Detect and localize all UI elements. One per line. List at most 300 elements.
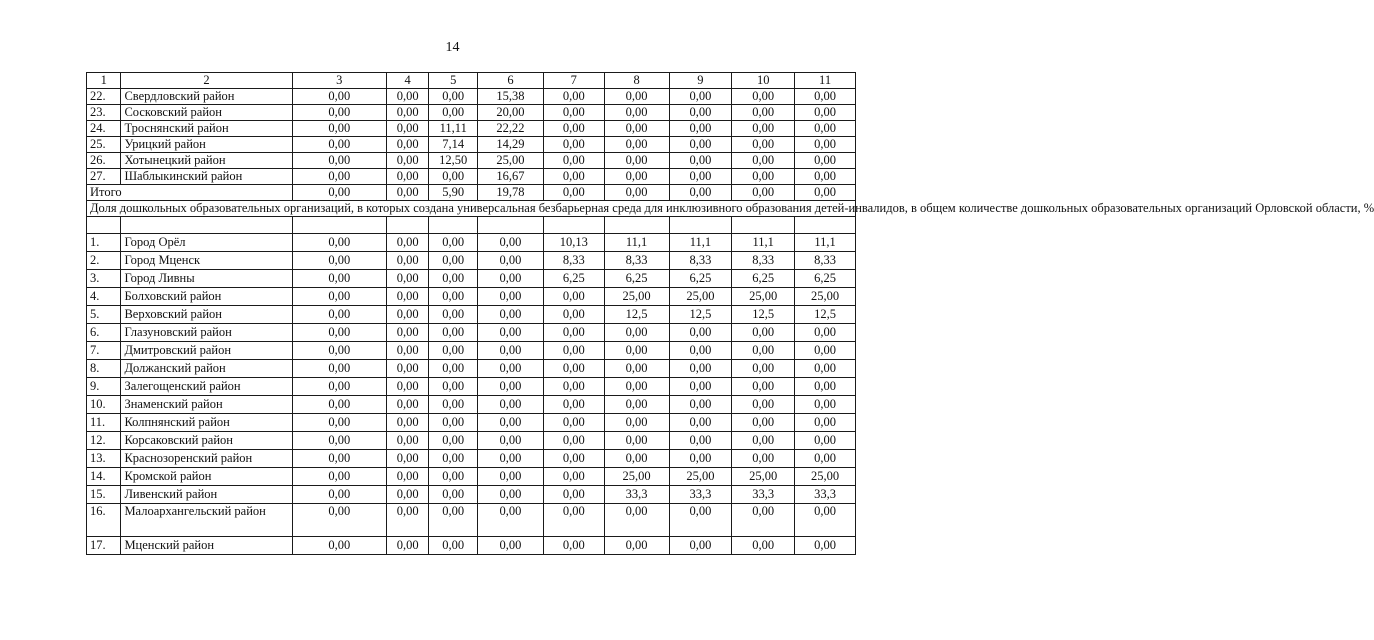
value-cell: 0,00 (478, 504, 544, 537)
value-cell: 0,00 (386, 396, 429, 414)
value-cell: 12,5 (669, 306, 732, 324)
empty-cell (669, 217, 732, 234)
district-name: Троснянский район (121, 121, 292, 137)
value-cell: 0,00 (292, 185, 386, 201)
value-cell: 33,3 (669, 486, 732, 504)
value-cell: 0,00 (669, 153, 732, 169)
value-cell: 33,3 (732, 486, 795, 504)
value-cell: 0,00 (478, 378, 544, 396)
value-cell: 0,00 (386, 121, 429, 137)
value-cell: 0,00 (429, 234, 478, 252)
table-row (87, 270, 856, 288)
district-name: Мценский район (121, 537, 292, 555)
value-cell: 0,00 (478, 360, 544, 378)
value-cell: 0,00 (292, 342, 386, 360)
row-number: 3. (87, 270, 121, 288)
table-row (87, 169, 856, 185)
value-cell: 15,38 (478, 89, 544, 105)
row-number: 15. (87, 486, 121, 504)
value-cell: 0,00 (732, 153, 795, 169)
value-cell: 22,22 (478, 121, 544, 137)
table-row (87, 324, 856, 342)
row-number: 7. (87, 342, 121, 360)
value-cell: 0,00 (386, 288, 429, 306)
value-cell: 8,33 (795, 252, 856, 270)
value-cell: 0,00 (429, 306, 478, 324)
value-cell: 0,00 (386, 537, 429, 555)
column-header: 10 (732, 73, 795, 89)
value-cell: 0,00 (292, 324, 386, 342)
value-cell: 10,13 (543, 234, 604, 252)
value-cell: 0,00 (732, 137, 795, 153)
value-cell: 0,00 (292, 537, 386, 555)
value-cell: 0,00 (732, 450, 795, 468)
value-cell: 0,00 (732, 89, 795, 105)
data-table (86, 72, 1374, 555)
row-number: 26. (87, 153, 121, 169)
value-cell: 20,00 (478, 105, 544, 121)
row-number: 16. (87, 504, 121, 537)
empty-cell (478, 217, 544, 234)
value-cell: 0,00 (292, 234, 386, 252)
column-header: 5 (429, 73, 478, 89)
value-cell: 6,25 (732, 270, 795, 288)
row-number: 6. (87, 324, 121, 342)
district-name: Глазуновский район (121, 324, 292, 342)
value-cell: 0,00 (669, 378, 732, 396)
row-number: 24. (87, 121, 121, 137)
value-cell: 0,00 (429, 324, 478, 342)
value-cell: 0,00 (543, 486, 604, 504)
table-row (87, 89, 856, 105)
value-cell: 0,00 (795, 396, 856, 414)
value-cell: 0,00 (795, 342, 856, 360)
section-title: Доля дошкольных образовательных организаций, в которых создана универсальная безбарьерная среда для инклюзивного образования детей-инвалидов, в общем количестве дошкольных образовательных организаций Орловской области, % (87, 201, 856, 217)
value-cell: 0,00 (604, 342, 669, 360)
district-name: Урицкий район (121, 137, 292, 153)
value-cell: 0,00 (604, 378, 669, 396)
value-cell: 0,00 (732, 396, 795, 414)
row-number: 5. (87, 306, 121, 324)
value-cell: 0,00 (732, 504, 795, 537)
value-cell: 0,00 (604, 185, 669, 201)
column-header: 6 (478, 73, 544, 89)
value-cell: 0,00 (669, 105, 732, 121)
district-name: Город Орёл (121, 234, 292, 252)
value-cell: 0,00 (732, 185, 795, 201)
empty-cell (604, 217, 669, 234)
value-cell: 0,00 (732, 342, 795, 360)
district-name: Малоархангельский район (121, 504, 292, 537)
value-cell: 0,00 (543, 396, 604, 414)
value-cell: 0,00 (795, 450, 856, 468)
value-cell: 6,25 (795, 270, 856, 288)
value-cell: 0,00 (543, 121, 604, 137)
value-cell: 0,00 (429, 504, 478, 537)
value-cell: 33,3 (795, 486, 856, 504)
value-cell: 0,00 (669, 504, 732, 537)
district-name: Город Мценск (121, 252, 292, 270)
value-cell: 0,00 (292, 153, 386, 169)
page-number: 14 (445, 40, 460, 55)
value-cell: 0,00 (669, 121, 732, 137)
value-cell: 12,5 (604, 306, 669, 324)
value-cell: 0,00 (795, 89, 856, 105)
table-row (87, 450, 856, 468)
district-name: Залегощенский район (121, 378, 292, 396)
value-cell: 0,00 (429, 270, 478, 288)
column-header: 7 (543, 73, 604, 89)
value-cell: 0,00 (386, 432, 429, 450)
value-cell: 0,00 (478, 450, 544, 468)
value-cell: 0,00 (429, 486, 478, 504)
table-row (87, 105, 856, 121)
value-cell: 0,00 (669, 185, 732, 201)
value-cell: 0,00 (732, 378, 795, 396)
value-cell: 0,00 (732, 169, 795, 185)
table-row (87, 504, 856, 537)
row-number: 23. (87, 105, 121, 121)
value-cell: 0,00 (795, 153, 856, 169)
value-cell: 0,00 (543, 306, 604, 324)
value-cell: 0,00 (543, 137, 604, 153)
column-header: 1 (87, 73, 121, 89)
row-number: 1. (87, 234, 121, 252)
value-cell: 0,00 (429, 414, 478, 432)
value-cell: 0,00 (604, 432, 669, 450)
row-number: 9. (87, 378, 121, 396)
value-cell: 0,00 (732, 105, 795, 121)
value-cell: 16,67 (478, 169, 544, 185)
value-cell: 0,00 (386, 360, 429, 378)
table-header-row (87, 73, 856, 89)
value-cell: 0,00 (795, 137, 856, 153)
value-cell: 0,00 (429, 432, 478, 450)
value-cell: 25,00 (795, 468, 856, 486)
column-header: 9 (669, 73, 732, 89)
value-cell: 0,00 (386, 252, 429, 270)
district-name: Дмитровский район (121, 342, 292, 360)
value-cell: 0,00 (292, 252, 386, 270)
value-cell: 11,1 (604, 234, 669, 252)
empty-cell (121, 217, 292, 234)
value-cell: 0,00 (386, 504, 429, 537)
value-cell: 0,00 (292, 396, 386, 414)
value-cell: 0,00 (292, 169, 386, 185)
total-label: Итого (87, 185, 293, 201)
value-cell: 0,00 (429, 537, 478, 555)
value-cell: 0,00 (543, 288, 604, 306)
value-cell: 0,00 (429, 342, 478, 360)
value-cell: 0,00 (478, 288, 544, 306)
value-cell: 0,00 (795, 432, 856, 450)
value-cell: 0,00 (669, 432, 732, 450)
value-cell: 0,00 (795, 169, 856, 185)
row-number: 8. (87, 360, 121, 378)
empty-cell (292, 217, 386, 234)
section-title-row (87, 201, 856, 217)
row-number: 17. (87, 537, 121, 555)
table-body (87, 73, 1374, 555)
value-cell: 0,00 (604, 396, 669, 414)
value-cell: 0,00 (429, 169, 478, 185)
district-name: Город Ливны (121, 270, 292, 288)
district-name: Знаменский район (121, 396, 292, 414)
value-cell: 0,00 (429, 288, 478, 306)
value-cell: 0,00 (543, 105, 604, 121)
column-header: 8 (604, 73, 669, 89)
value-cell: 0,00 (429, 360, 478, 378)
value-cell: 0,00 (386, 185, 429, 201)
table-row (87, 288, 856, 306)
empty-cell (429, 217, 478, 234)
value-cell: 0,00 (478, 486, 544, 504)
value-cell: 0,00 (292, 450, 386, 468)
value-cell: 0,00 (429, 468, 478, 486)
value-cell: 0,00 (429, 396, 478, 414)
value-cell: 33,3 (604, 486, 669, 504)
district-name: Шаблыкинский район (121, 169, 292, 185)
spacer-row (87, 217, 856, 234)
empty-cell (386, 217, 429, 234)
value-cell: 25,00 (604, 288, 669, 306)
value-cell: 0,00 (386, 324, 429, 342)
column-header: 2 (121, 73, 292, 89)
row-number: 22. (87, 89, 121, 105)
value-cell: 0,00 (669, 89, 732, 105)
value-cell: 0,00 (543, 504, 604, 537)
value-cell: 0,00 (795, 360, 856, 378)
value-cell: 0,00 (292, 89, 386, 105)
district-name: Болховский район (121, 288, 292, 306)
value-cell: 0,00 (795, 121, 856, 137)
table-row (87, 414, 856, 432)
value-cell: 0,00 (386, 169, 429, 185)
value-cell: 0,00 (543, 169, 604, 185)
value-cell: 8,33 (604, 252, 669, 270)
value-cell: 0,00 (604, 105, 669, 121)
value-cell: 0,00 (429, 450, 478, 468)
value-cell: 0,00 (478, 432, 544, 450)
value-cell: 0,00 (386, 468, 429, 486)
row-number: 4. (87, 288, 121, 306)
value-cell: 0,00 (386, 486, 429, 504)
value-cell: 0,00 (429, 378, 478, 396)
value-cell: 11,11 (429, 121, 478, 137)
value-cell: 0,00 (543, 153, 604, 169)
value-cell: 0,00 (386, 89, 429, 105)
district-name: Свердловский район (121, 89, 292, 105)
value-cell: 0,00 (386, 270, 429, 288)
value-cell: 0,00 (478, 468, 544, 486)
value-cell: 0,00 (292, 306, 386, 324)
column-header: 3 (292, 73, 386, 89)
value-cell: 0,00 (478, 252, 544, 270)
table-row (87, 537, 856, 555)
value-cell: 0,00 (478, 537, 544, 555)
table-row (87, 486, 856, 504)
value-cell: 0,00 (604, 169, 669, 185)
value-cell: 5,90 (429, 185, 478, 201)
value-cell: 0,00 (795, 378, 856, 396)
table-row (87, 468, 856, 486)
district-name: Хотынецкий район (121, 153, 292, 169)
value-cell: 0,00 (795, 414, 856, 432)
table-row (87, 137, 856, 153)
value-cell: 0,00 (732, 324, 795, 342)
value-cell: 0,00 (543, 468, 604, 486)
table-row (87, 306, 856, 324)
value-cell: 0,00 (604, 537, 669, 555)
value-cell: 0,00 (604, 121, 669, 137)
value-cell: 0,00 (292, 137, 386, 153)
value-cell: 0,00 (386, 105, 429, 121)
row-number: 10. (87, 396, 121, 414)
value-cell: 0,00 (386, 414, 429, 432)
district-name: Верховский район (121, 306, 292, 324)
value-cell: 0,00 (543, 360, 604, 378)
value-cell: 8,33 (669, 252, 732, 270)
value-cell: 0,00 (292, 360, 386, 378)
value-cell: 0,00 (543, 537, 604, 555)
total-row (87, 185, 856, 201)
value-cell: 25,00 (478, 153, 544, 169)
value-cell: 25,00 (732, 288, 795, 306)
value-cell: 0,00 (669, 169, 732, 185)
value-cell: 0,00 (732, 432, 795, 450)
value-cell: 14,29 (478, 137, 544, 153)
value-cell: 11,1 (669, 234, 732, 252)
value-cell: 0,00 (386, 378, 429, 396)
value-cell: 19,78 (478, 185, 544, 201)
value-cell: 0,00 (386, 450, 429, 468)
value-cell: 0,00 (478, 306, 544, 324)
district-name: Корсаковский район (121, 432, 292, 450)
value-cell: 0,00 (732, 414, 795, 432)
value-cell: 0,00 (604, 504, 669, 537)
value-cell: 0,00 (795, 324, 856, 342)
value-cell: 11,1 (732, 234, 795, 252)
value-cell: 0,00 (669, 137, 732, 153)
value-cell: 0,00 (292, 468, 386, 486)
value-cell: 0,00 (604, 137, 669, 153)
column-header: 11 (795, 73, 856, 89)
value-cell: 0,00 (478, 414, 544, 432)
value-cell: 0,00 (732, 360, 795, 378)
table-row (87, 378, 856, 396)
value-cell: 8,33 (732, 252, 795, 270)
value-cell: 0,00 (543, 378, 604, 396)
value-cell: 0,00 (292, 414, 386, 432)
value-cell: 25,00 (669, 288, 732, 306)
value-cell: 6,25 (543, 270, 604, 288)
table-row (87, 432, 856, 450)
row-number: 25. (87, 137, 121, 153)
value-cell: 0,00 (732, 537, 795, 555)
row-number: 13. (87, 450, 121, 468)
value-cell: 0,00 (604, 450, 669, 468)
value-cell: 25,00 (669, 468, 732, 486)
row-number: 12. (87, 432, 121, 450)
value-cell: 0,00 (386, 137, 429, 153)
value-cell: 25,00 (732, 468, 795, 486)
value-cell: 8,33 (543, 252, 604, 270)
value-cell: 0,00 (292, 378, 386, 396)
value-cell: 0,00 (429, 89, 478, 105)
table-row (87, 153, 856, 169)
value-cell: 0,00 (669, 537, 732, 555)
value-cell: 0,00 (386, 153, 429, 169)
value-cell: 12,50 (429, 153, 478, 169)
district-name: Сосковский район (121, 105, 292, 121)
value-cell: 0,00 (669, 396, 732, 414)
value-cell: 0,00 (429, 252, 478, 270)
value-cell: 6,25 (669, 270, 732, 288)
value-cell: 0,00 (543, 432, 604, 450)
value-cell: 0,00 (795, 537, 856, 555)
value-cell: 0,00 (386, 234, 429, 252)
value-cell: 0,00 (478, 270, 544, 288)
value-cell: 0,00 (292, 121, 386, 137)
value-cell: 0,00 (292, 270, 386, 288)
district-name: Колпнянский район (121, 414, 292, 432)
value-cell: 7,14 (429, 137, 478, 153)
empty-cell (732, 217, 795, 234)
value-cell: 0,00 (478, 342, 544, 360)
value-cell: 0,00 (604, 360, 669, 378)
table-row (87, 360, 856, 378)
empty-cell (87, 217, 121, 234)
empty-cell (795, 217, 856, 234)
value-cell: 0,00 (543, 185, 604, 201)
row-number: 14. (87, 468, 121, 486)
district-name: Ливенский район (121, 486, 292, 504)
value-cell: 0,00 (543, 89, 604, 105)
value-cell: 0,00 (292, 105, 386, 121)
value-cell: 0,00 (543, 324, 604, 342)
value-cell: 0,00 (386, 306, 429, 324)
value-cell: 0,00 (478, 396, 544, 414)
value-cell: 0,00 (478, 324, 544, 342)
value-cell: 0,00 (604, 89, 669, 105)
value-cell: 0,00 (429, 105, 478, 121)
value-cell: 0,00 (478, 234, 544, 252)
value-cell: 0,00 (669, 360, 732, 378)
value-cell: 0,00 (669, 324, 732, 342)
value-cell: 6,25 (604, 270, 669, 288)
district-name: Должанский район (121, 360, 292, 378)
table-row (87, 342, 856, 360)
district-name: Краснозоренский район (121, 450, 292, 468)
column-header: 4 (386, 73, 429, 89)
value-cell: 0,00 (669, 342, 732, 360)
table-row (87, 396, 856, 414)
value-cell: 0,00 (292, 486, 386, 504)
value-cell: 0,00 (795, 105, 856, 121)
value-cell: 0,00 (604, 414, 669, 432)
row-number: 11. (87, 414, 121, 432)
value-cell: 0,00 (669, 450, 732, 468)
district-name: Кромской район (121, 468, 292, 486)
table-row (87, 252, 856, 270)
value-cell: 0,00 (604, 153, 669, 169)
value-cell: 25,00 (604, 468, 669, 486)
value-cell: 0,00 (604, 324, 669, 342)
value-cell: 0,00 (795, 504, 856, 537)
table-row (87, 234, 856, 252)
value-cell: 0,00 (732, 121, 795, 137)
row-number: 2. (87, 252, 121, 270)
